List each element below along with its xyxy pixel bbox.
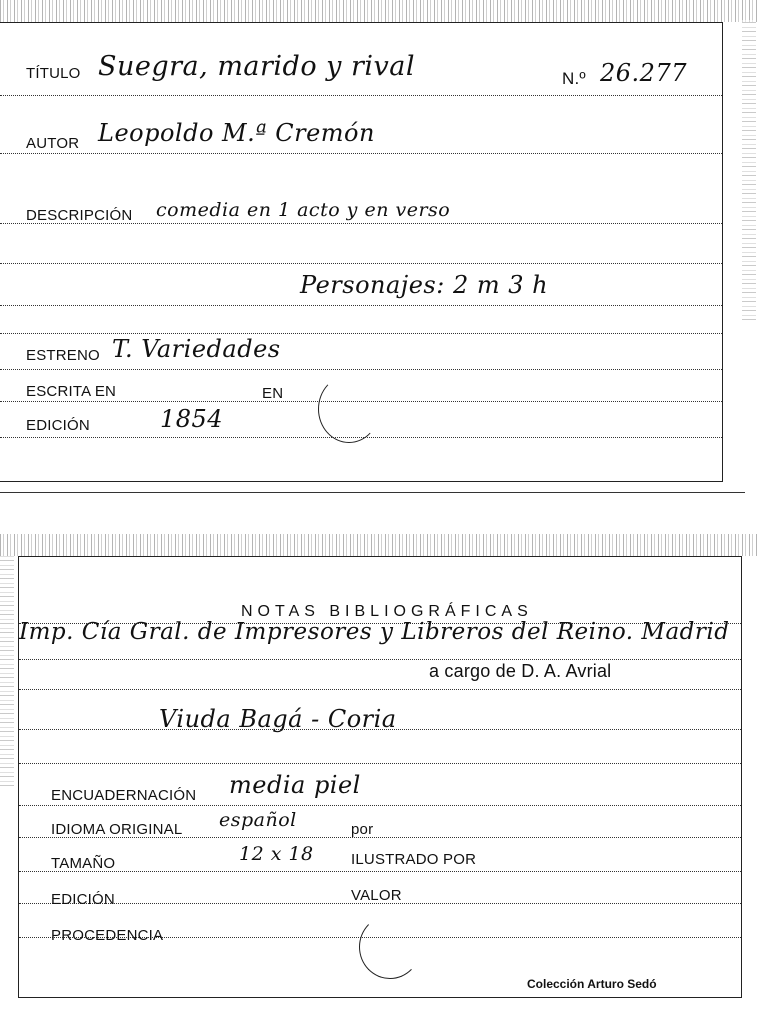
descripcion-label: DESCRIPCIÓN	[26, 207, 133, 224]
scan-noise-middle	[0, 534, 759, 556]
nota-line-1: Imp. Cía Gral. de Impresores y Libreros del Reino. Madrid	[19, 619, 730, 645]
rule	[0, 95, 722, 96]
encuadernacion-label: ENCUADERNACIÓN	[51, 787, 197, 804]
coleccion-stamp: Colección Arturo Sedó	[527, 977, 657, 991]
edicion-value: 1854	[160, 405, 224, 433]
encuadernacion-value: media piel	[229, 771, 361, 799]
descripcion-value: comedia en 1 acto y en verso	[156, 199, 451, 221]
autor-label: AUTOR	[26, 135, 80, 152]
personajes-value: Personajes: 2 m 3 h	[300, 271, 549, 299]
idioma-label: IDIOMA ORIGINAL	[51, 821, 183, 838]
rule	[19, 871, 741, 872]
ilustrado-label: ILUSTRADO POR	[351, 851, 477, 868]
estreno-label: ESTRENO	[26, 347, 100, 364]
scan-noise-right	[742, 20, 756, 320]
notas-heading: NOTAS BIBLIOGRÁFICAS	[241, 603, 533, 620]
valor-label: VALOR	[351, 887, 402, 904]
rule	[19, 689, 741, 690]
scan-noise-top	[0, 0, 759, 22]
tamano-value: 12 x 18	[239, 843, 314, 865]
escrita-label: ESCRITA EN	[26, 383, 117, 400]
rule	[0, 333, 722, 334]
titulo-label: TÍTULO	[26, 65, 81, 82]
edicion-label: EDICIÓN	[26, 417, 90, 434]
estreno-value: T. Variedades	[112, 335, 281, 363]
nota-line-2: a cargo de D. A. Avrial	[429, 661, 612, 681]
rule	[19, 763, 741, 764]
por-label: por	[351, 821, 374, 838]
en-label: EN	[262, 385, 284, 402]
rule	[0, 305, 722, 306]
card-divider	[0, 492, 745, 493]
rule	[0, 153, 722, 154]
rule	[19, 659, 741, 660]
punch-hole-mark	[359, 915, 421, 979]
rule	[19, 805, 741, 806]
titulo-value: Suegra, marido y rival	[98, 51, 416, 82]
scan-noise-left	[0, 556, 14, 786]
numero-label: N.º	[562, 69, 586, 88]
numero-value: 26.277	[600, 59, 687, 87]
idioma-value: español	[219, 809, 297, 831]
edicion2-label: EDICIÓN	[51, 891, 115, 908]
nota-line-3: Viuda Bagá - Coria	[159, 705, 397, 733]
tamano-label: TAMAÑO	[51, 855, 116, 872]
punch-hole-mark	[318, 375, 380, 443]
procedencia-label: PROCEDENCIA	[51, 927, 164, 944]
rule	[0, 369, 722, 370]
catalog-card-front	[0, 22, 723, 482]
rule	[0, 263, 722, 264]
autor-value: Leopoldo M.ª Cremón	[98, 119, 375, 147]
catalog-card-back	[18, 556, 742, 998]
